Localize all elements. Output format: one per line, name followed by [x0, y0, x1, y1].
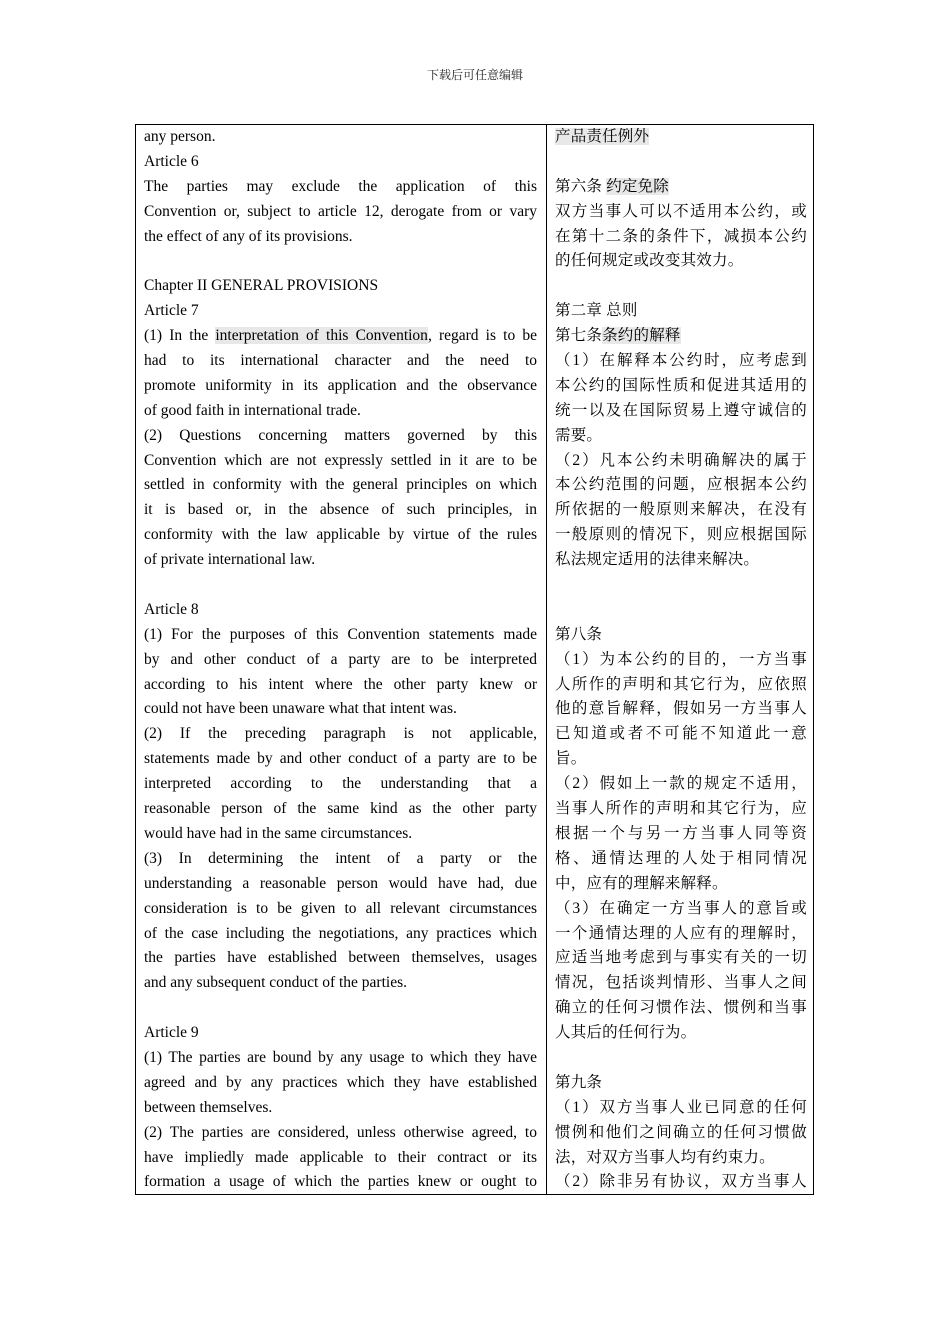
english-line: agreed and by any practices which they have established — [144, 1073, 537, 1091]
english-line: it is based or, in the absence of such principles, in — [144, 501, 537, 519]
chinese-line: 应适当地考虑到与事实有关的一切 — [555, 949, 807, 967]
chinese-line — [555, 274, 807, 299]
chinese-line: （1）为本公约的目的，一方当事 — [555, 650, 807, 668]
highlighted-text: 产品责任例外 — [555, 128, 650, 145]
english-line: the parties have established between themselves, usages — [144, 949, 537, 967]
english-line: consideration is to be given to all relevant circumstances — [144, 899, 537, 917]
chinese-line: （1）在解释本公约时，应考虑到 — [555, 352, 807, 370]
chinese-line: 需要。 — [555, 426, 603, 444]
chinese-line: 法，对双方当事人均有约束力。 — [555, 1148, 775, 1166]
chinese-line: 本公约的国际性质和促进其适用的 — [555, 376, 807, 394]
english-line: statements made by and other conduct of a party are to be — [144, 750, 537, 768]
chinese-line: 的任何规定或改变其效力。 — [555, 252, 744, 270]
english-line: The parties may exclude the application of this — [144, 177, 537, 195]
english-line: (1) The parties are bound by any usage to which they have — [144, 1048, 537, 1066]
chinese-line: （1）双方当事人业已同意的任何 — [555, 1098, 807, 1116]
english-line: (3) In determining the intent of a party or the — [144, 849, 537, 867]
chinese-line: 确立的任何习惯作法、惯例和当事 — [555, 999, 807, 1017]
chinese-line: 双方当事人可以不适用本公约，或 — [555, 202, 807, 220]
english-line: interpreted according to the understanding that a — [144, 775, 537, 793]
english-line: reasonable person of the same kind as the other party — [144, 800, 537, 818]
english-line: Convention which are not expressly settled in it are to be — [144, 451, 537, 469]
chinese-line: 统一以及在国际贸易上遵守诚信的 — [555, 401, 807, 419]
english-line: Chapter II GENERAL PROVISIONS — [144, 277, 379, 295]
chinese-line: 第八条 — [555, 625, 603, 643]
text-segment: , regard is to be — [427, 327, 537, 345]
english-line: Article 6 — [144, 152, 199, 170]
chinese-line — [555, 150, 807, 175]
english-line: any person. — [144, 128, 216, 145]
english-line: understanding a reasonable person would have had, due — [144, 874, 537, 892]
english-line: have impliedly made applicable to their contract or its — [144, 1148, 537, 1166]
english-line — [144, 996, 537, 1021]
english-line: (2) Questions concerning matters governed by this — [144, 426, 537, 444]
english-line: Article 7 — [144, 302, 199, 320]
text-segment: 第六条 — [555, 177, 607, 195]
column-divider — [546, 125, 547, 1194]
chinese-line: 当事人所作的声明和其它行为，应 — [555, 800, 807, 818]
chinese-line: （2）凡本公约未明确解决的属于 — [555, 451, 807, 469]
chinese-line: 第九条 — [555, 1073, 603, 1091]
chinese-line: 惯例和他们之间确立的任何习惯做 — [555, 1123, 807, 1141]
chinese-line: 在第十二条的条件下，减损本公约 — [555, 227, 807, 245]
chinese-line: 根据一个与另一方当事人同等资 — [555, 824, 807, 842]
english-line — [144, 249, 537, 274]
english-line: of private international law. — [144, 551, 316, 569]
chinese-line: 所依据的一般原则来解决，在没有 — [555, 501, 807, 519]
chinese-line: 人其后的任何行为。 — [555, 1024, 697, 1042]
chinese-line — [555, 573, 807, 598]
english-line: formation a usage of which the parties knew or ought to — [144, 1173, 537, 1191]
chinese-line: （2）假如上一款的规定不适用， — [555, 775, 807, 793]
english-line: promote uniformity in its application and the observance — [144, 376, 537, 394]
chinese-line — [555, 125, 807, 150]
chinese-column — [555, 125, 807, 1194]
chinese-line: 他的意旨解释，假如另一方当事人 — [555, 700, 807, 718]
chinese-line: 旨。 — [555, 750, 587, 768]
english-line: Article 9 — [144, 1024, 199, 1042]
chinese-line: 第二章 总则 — [555, 302, 638, 320]
chinese-line: 本公约范围的问题，应根据本公约 — [555, 476, 807, 494]
chinese-line: 格、通情达理的人处于相同情况 — [555, 849, 807, 867]
english-column — [144, 125, 537, 1194]
chinese-line — [555, 598, 807, 623]
chinese-line — [555, 1046, 807, 1071]
bilingual-table — [135, 124, 814, 1195]
header-note: 下载后可任意编辑 — [426, 68, 523, 82]
english-line — [144, 573, 537, 598]
english-line: Article 8 — [144, 600, 199, 618]
english-line: between themselves. — [144, 1098, 273, 1116]
chinese-line — [555, 324, 807, 349]
english-line: settled in conformity with the general principles on which — [144, 476, 537, 494]
english-line: and any subsequent conduct of the parties. — [144, 974, 407, 992]
english-line: of the case including the negotiations, any practices which — [144, 924, 537, 942]
chinese-line: （3）在确定一方当事人的意旨或 — [555, 899, 807, 917]
highlighted-text: 条约的解释 — [602, 327, 681, 345]
chinese-line — [555, 175, 807, 200]
chinese-line: 一般原则的情况下，则应根据国际 — [555, 526, 807, 544]
chinese-line: 情况，包括谈判情形、当事人之间 — [555, 974, 807, 992]
english-line: would have had in the same circumstances. — [144, 824, 413, 842]
chinese-line: 一个通情达理的人应有的理解时， — [555, 924, 807, 942]
english-line: (2) If the preceding paragraph is not applicable, — [144, 725, 537, 743]
chinese-line: 已知道或者不可能不知道此一意 — [555, 725, 807, 743]
english-line: by and other conduct of a party are to be interpreted — [144, 650, 537, 668]
english-line: (1) For the purposes of this Convention statements made — [144, 625, 537, 643]
english-line: according to his intent where the other party knew or — [144, 675, 537, 693]
english-line: the effect of any of its provisions. — [144, 227, 353, 245]
chinese-line: 中，应有的理解来解释。 — [555, 874, 728, 892]
english-line: could not have been unaware what that intent was. — [144, 700, 457, 718]
english-line: of good faith in international trade. — [144, 401, 361, 419]
chinese-line: 私法规定适用的法律来解决。 — [555, 551, 760, 569]
highlighted-text: 约定免除 — [606, 177, 669, 195]
text-segment: (1) In the — [144, 327, 216, 345]
english-line: had to its international character and the need to — [144, 352, 537, 370]
text-segment: 第七条 — [555, 327, 603, 345]
highlighted-text: interpretation of this Convention — [215, 327, 428, 345]
english-line: Convention or, subject to article 12, derogate from or vary — [144, 202, 537, 220]
english-line: (2) The parties are considered, unless otherwise agreed, to — [144, 1123, 537, 1141]
english-line — [144, 324, 537, 349]
english-line: conformity with the law applicable by virtue of the rules — [144, 526, 537, 544]
chinese-line: （2）除非另有协议，双方当事人 — [555, 1173, 807, 1191]
chinese-line: 人所作的声明和其它行为，应依照 — [555, 675, 807, 693]
